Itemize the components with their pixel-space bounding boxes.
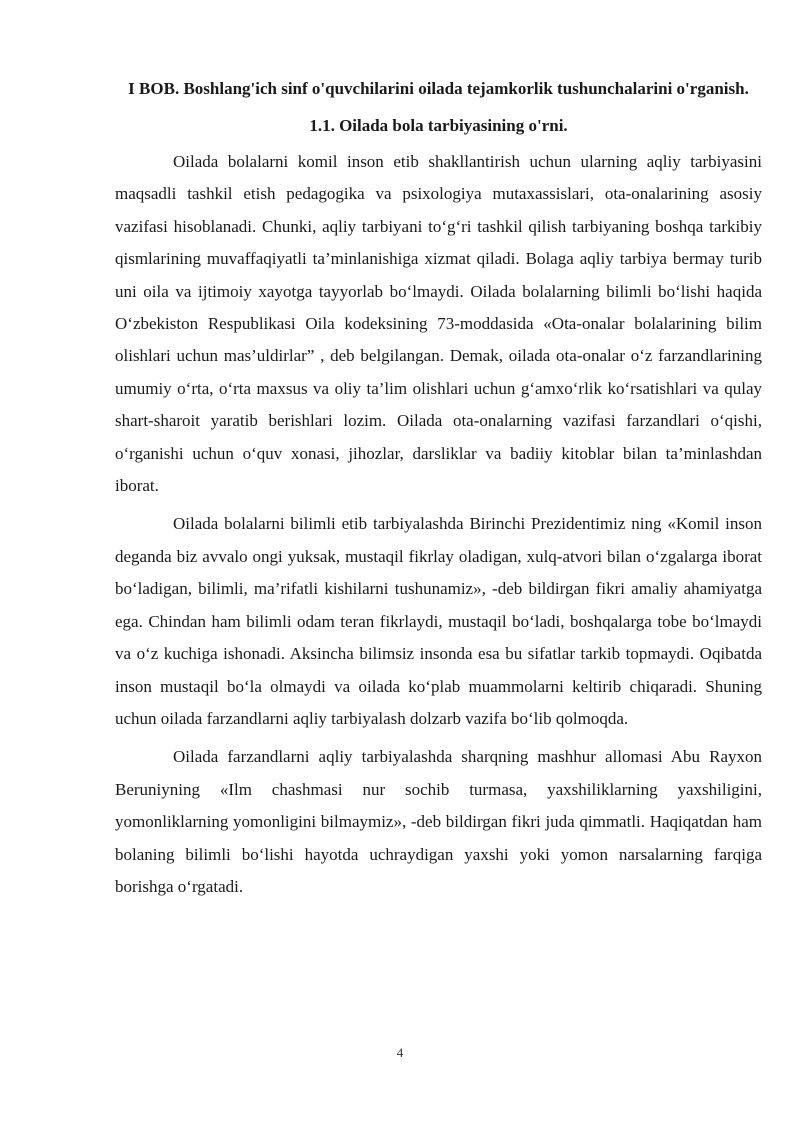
section-title: 1.1. Oilada bola tarbiyasining o'rni. [309, 116, 568, 135]
document-page [115, 72, 762, 909]
paragraph-2: Oilada bolalarni bilimli etib tarbiyalashda Birinchi Prezidentimiz ning «Komil inson deganda biz avvalo ongi yuksak, mustaqil fikrlay oladigan, xulq-atvori bilan o‘zgalarga iborat bo‘ladigan, bilimli, ma’rifatli kishilarni tushunamiz», -deb bildirgan fikri amaliy ahamiyatga ega. Chindan ham bilimli odam teran fikrlaydi, mustaqil bo‘ladi, boshqalarga tobe bo‘lmaydi va o‘z kuchiga ishonadi. Aksincha bilimsiz insonda esa bu sifatlar tarkib topmaydi. Oqibatda inson mustaqil bo‘la olmaydi va oilada ko‘plab muammolarni keltirib chiqaradi. Shuning uchun oilada farzandlarni aqliy tarbiyalash dolzarb vazifa bo‘lib qolmoqda. [115, 514, 762, 728]
chapter-title: I BOB. Boshlang'ich sinf o'quvchilarini oilada tejamkorlik tushunchalarini o'rganish. [128, 79, 749, 98]
page-number: 4 [396, 1045, 404, 1060]
paragraph-1: Oilada bolalarni komil inson etib shakllantirish uchun ularning aqliy tarbiyasini maqsadli tashkil etish pedagogika va psixologiya mutaxassislari, ota-onalarining asosiy vazifasi hisoblanadi. Chunki, aqliy tarbiyani to‘g‘ri tashkil qilish tarbiyaning boshqa tarkibiy qismlarining muvaffaqiyatli ta’minlanishiga xizmat qiladi. Bolaga aqliy tarbiya bermay turib uni oila va ijtimoiy xayotga tayyorlab bo‘lmaydi. Oilada bolalarning bilimli bo‘lishi haqida O‘zbekiston Respublikasi Oila kodeksining 73-moddasida «Ota-onalar bolalarining bilim olishlari uchun mas’uldirlar” , deb belgilangan. Demak, oilada ota-onalar o‘z farzandlarining umumiy o‘rta, o‘rta maxsus va oliy ta’lim olishlari uchun g‘amxo‘rlik ko‘rsatishlari va qulay shart-sharoit yaratib berishlari lozim. Oilada ota-onalarning vazifasi farzandlari o‘qishi, o‘rganishi uchun o‘quv xonasi, jihozlar, darsliklar va badiiy kitoblar bilan ta’minlashdan iborat. [115, 152, 762, 496]
paragraph-3: Oilada farzandlarni aqliy tarbiyalashda sharqning mashhur allomasi Abu Rayxon Beruniyning «Ilm chashmasi nur sochib turmasa, yaxshiliklarning yaxshiligini, yomonliklarning yomonligini bilmaymiz», -deb bildirgan fikri juda qimmatli. Haqiqatdan ham bolaning bilimli bo‘lishi hayotda uchraydigan yaxshi yoki yomon narsalarning farqiga borishga o‘rgatadi. [115, 747, 762, 896]
